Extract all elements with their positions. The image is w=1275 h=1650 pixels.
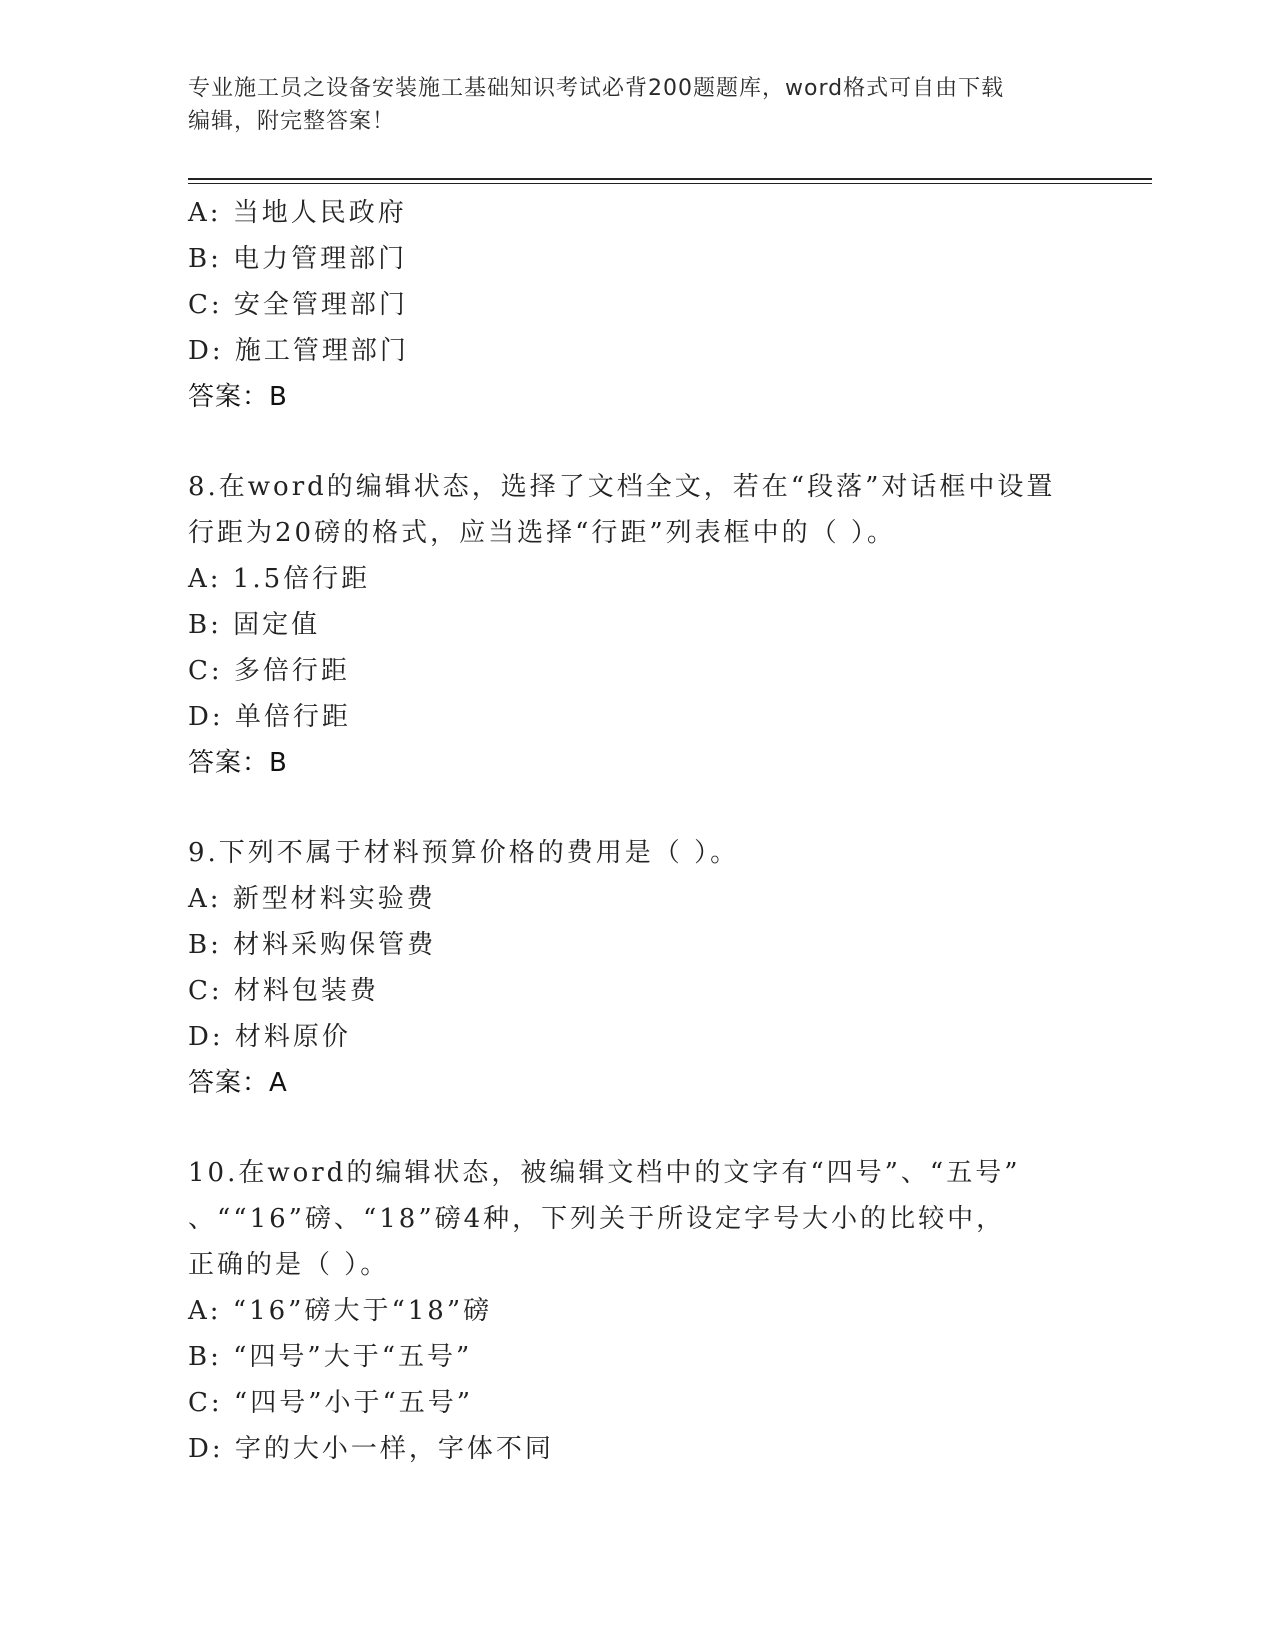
option-c: C: 多倍行距 [188,656,350,686]
option-d: D: 施工管理部门 [188,336,409,366]
answer-line: 答案：B [188,382,288,412]
question-content [188,190,1088,1472]
question-stem-line: 9.下列不属于材料预算价格的费用是（ ）。 [188,838,740,868]
option-b: B: 电力管理部门 [188,244,408,274]
option-a: A: 当地人民政府 [188,198,407,228]
header-title-line-1: 专业施工员之设备安装施工基础知识考试必背200题题库，word格式可自由下载 [188,76,1005,101]
option-b: B: 材料采购保管费 [188,930,437,960]
option-d: D: 字的大小一样，字体不同 [188,1434,554,1464]
question-stem-line: 正确的是（ ）。 [188,1250,390,1280]
option-a: A: “16”磅大于“18”磅 [188,1296,493,1326]
question-stem-line: 8.在word的编辑状态，选择了文档全文，若在“段落”对话框中设置 [188,472,1056,502]
option-c: C: “四号”小于“五号” [188,1388,474,1418]
question-stem-line: 、““16”磅、“18”磅4种，下列关于所设定字号大小的比较中， [188,1204,1006,1234]
option-b: B: 固定值 [188,610,321,640]
answer-line: 答案：B [188,748,288,778]
header-rule-thick [188,178,1152,180]
option-a: A: 新型材料实验费 [188,884,436,914]
question-9 [188,830,1088,1106]
question-stem-line: 10.在word的编辑状态，被编辑文档中的文字有“四号”、“五号” [188,1158,1021,1188]
option-d: D: 单倍行距 [188,702,351,732]
question-10 [188,1150,1088,1472]
question-stem-line: 行距为20磅的格式，应当选择“行距”列表框中的（ ）。 [188,518,896,548]
option-d: D: 材料原价 [188,1022,351,1052]
answer-line: 答案：A [188,1068,288,1098]
option-b: B: “四号”大于“五号” [188,1342,473,1372]
header-rule-thin [188,183,1152,184]
header-title-line-2: 编辑，附完整答案！ [188,109,396,134]
option-c: C: 材料包装费 [188,976,379,1006]
question-8 [188,464,1088,786]
question-7 [188,190,1088,420]
option-c: C: 安全管理部门 [188,290,408,320]
page-header [188,72,1068,138]
option-a: A: 1.5倍行距 [188,564,371,594]
